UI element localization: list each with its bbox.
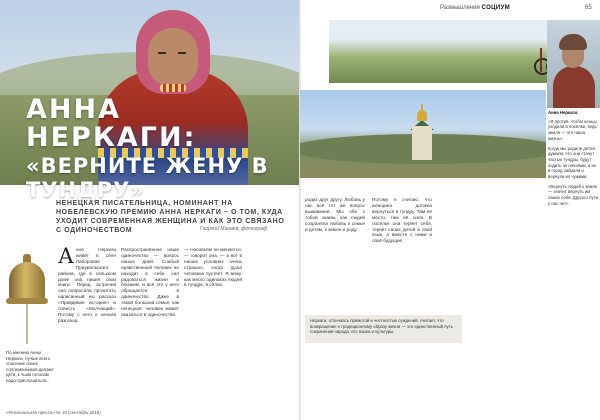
headline-line-1: АННА НЕРКАГИ: <box>26 94 197 153</box>
bell-body <box>9 262 45 300</box>
article-column-5 <box>372 197 432 244</box>
column-text: нна Неркаги живёт в селе Лаборовая Приуральского района, где в сельском доме она пишет свои книги. Перед встречей она попросила прочитать написанный ею рассказ «Правдивая история» и повесть «Молчащий». Потому с него я начала разговор. <box>58 247 116 323</box>
author-portrait <box>547 20 600 108</box>
portrait-hat <box>559 34 587 50</box>
section-prefix: Размышления <box>440 5 480 11</box>
headline <box>26 96 286 202</box>
bell-image <box>6 254 48 344</box>
church-photo <box>300 90 546 178</box>
sidebar-quote: «Вернуть людей к земле — значит вернуть им самих себя. Другого пути у нас нет». <box>548 183 598 206</box>
column-text: родах друг другу. Любовь у нас всё тот же вопрос выживания. Мы обе с тобой знаем, как людей сохраняла любовь к семье и детям, к земле и роду. <box>305 197 365 232</box>
photo-beads <box>160 84 186 92</box>
portrait-body <box>553 66 595 108</box>
column-text: Распространённое наше одиночество — вопрос наших дней. Слабый нравственный человек не находит в себе сил радоваться жизни и близким, и всё это у него обращается в одиночество. Даже в такой большой семье, как ненецкая, человек может оказаться в одиночестве. <box>121 247 179 317</box>
article-column-2 <box>121 247 179 318</box>
sidebar-quote: «Я против, чтобы ненцы уходили в посёлки, ведь земля — это наша жизнь». <box>548 118 597 141</box>
photo-face <box>148 28 198 86</box>
drop-cap: А <box>58 244 74 268</box>
article-lead: НЕНЕЦКАЯ ПИСАТЕЛЬНИЦА, НОМИНАНТ НА НОБЕЛЕВСКУЮ ПРЕМИЮ АННА НЕРКАГИ – О ТОМ, КУДА УХОДИТ СОВРЕМЕННАЯ ЖЕНЩИНА И КАК ЭТО СВЯЗАНО С ОДИНОЧЕСТВОМ <box>56 200 285 234</box>
article-column-1 <box>58 244 116 324</box>
sidebar-name: Анна Неркаги. <box>548 110 579 115</box>
sidebar-quotes <box>548 110 598 211</box>
section-name: СОЦИУМ <box>481 5 511 11</box>
article-column-3 <box>184 247 242 288</box>
page-number: 65 <box>585 5 592 11</box>
footer-issue: «Региональная пресса» № 15 (сентябрь 2019) <box>6 410 101 415</box>
sidebar-quote: Когда мы родили детей, думали, что они станут частью тундры, будут ходить за оленями, а их в город забрали и вернули их чужими. <box>548 145 597 180</box>
photo-eye <box>178 52 186 54</box>
church-dome <box>417 110 427 121</box>
church-cross <box>421 104 423 111</box>
church-building <box>412 126 432 160</box>
photo-credit: Георгий Манаев, фотограф <box>200 226 268 232</box>
bell-caption: По мнению Анны Неркаги, лучше всего спасение своих соплеменников делают дети, к чьим голосам надо прислушаться... <box>6 350 54 383</box>
section-header <box>440 5 510 11</box>
bicycle-frame <box>540 48 542 72</box>
callout-box: Неркаги, отличаясь прямотой и честностью суждений, считает, что возвращение к традиционному образу жизни — это единственный путь сохранения народа, его языка и культуры. <box>305 315 462 343</box>
column-text: — Несовсем не меняется, — говорит она, — а вот в наших условиях очень страшно, когда душа человека пустеет. Я вижу, как много одиноких людей в тундре, в сёлах. <box>184 247 242 288</box>
tundra-photo <box>329 20 574 83</box>
column-text: Потому я считаю, что женщина должна вернуться в тундру. Там её место, там её сила. В посёлке она теряет себя, теряет своих детей и свой язык, а вместе с ними и своё будущее. <box>372 197 432 244</box>
photo-eye <box>158 52 166 54</box>
bell-rope <box>26 304 28 344</box>
headline-line-2: «ВЕРНИТЕ ЖЕНУ В ТУНДРУ» <box>26 154 269 202</box>
article-column-4 <box>305 197 365 232</box>
page-gutter <box>299 0 301 420</box>
